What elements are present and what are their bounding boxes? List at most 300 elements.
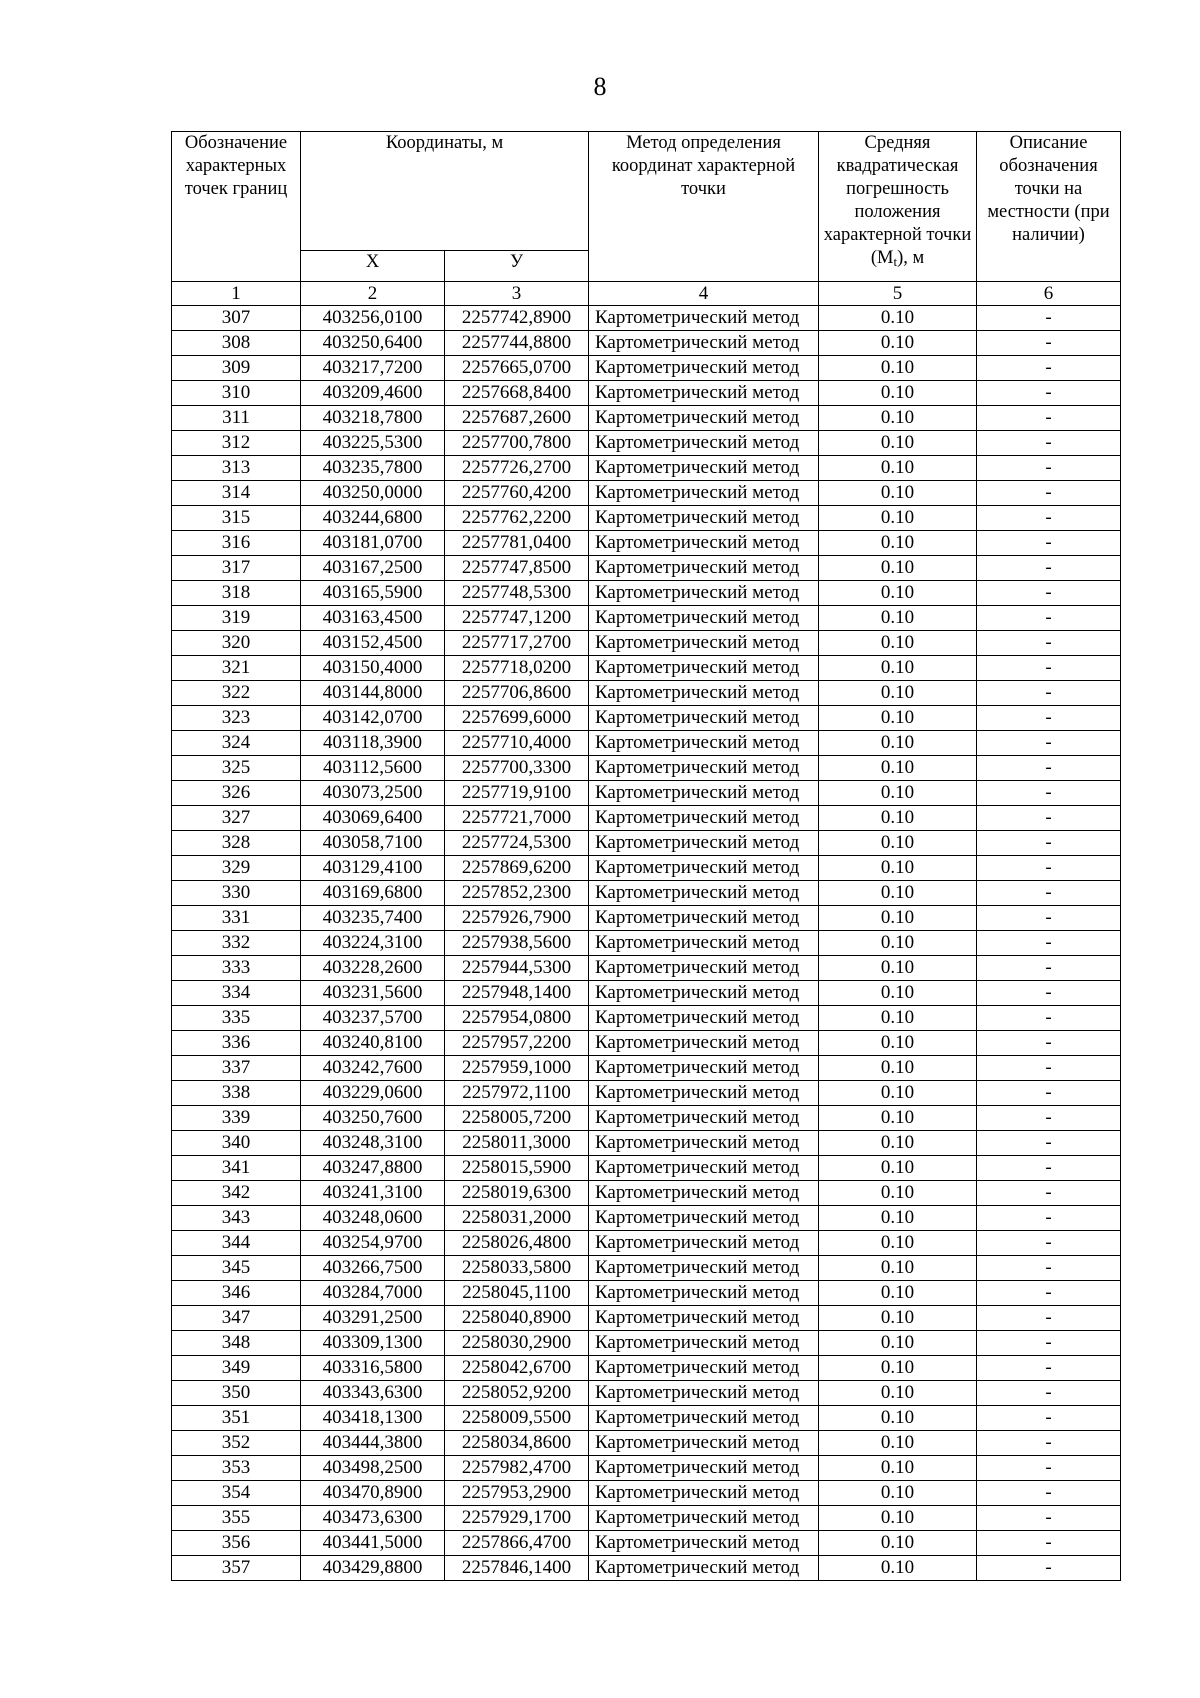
x-coordinate-cell: 403142,0700 xyxy=(301,706,445,731)
description-cell: - xyxy=(977,706,1121,731)
x-coordinate-cell: 403073,2500 xyxy=(301,781,445,806)
point-number-cell: 329 xyxy=(172,856,301,881)
error-cell: 0.10 xyxy=(819,1081,977,1106)
table-row xyxy=(172,1406,1121,1431)
point-number-cell: 314 xyxy=(172,481,301,506)
error-cell: 0.10 xyxy=(819,931,977,956)
table-row xyxy=(172,456,1121,481)
error-cell: 0.10 xyxy=(819,781,977,806)
table-body xyxy=(172,306,1121,1581)
table-row xyxy=(172,1531,1121,1556)
y-coordinate-cell: 2258011,3000 xyxy=(445,1131,589,1156)
y-coordinate-cell: 2257846,1400 xyxy=(445,1556,589,1581)
table-row xyxy=(172,531,1121,556)
table-row xyxy=(172,981,1121,1006)
table-row xyxy=(172,431,1121,456)
y-coordinate-cell: 2258019,6300 xyxy=(445,1181,589,1206)
description-cell: - xyxy=(977,856,1121,881)
error-cell: 0.10 xyxy=(819,1506,977,1531)
method-cell: Картометрический метод xyxy=(589,556,819,581)
description-cell: - xyxy=(977,1481,1121,1506)
description-cell: - xyxy=(977,581,1121,606)
error-cell: 0.10 xyxy=(819,1406,977,1431)
description-cell: - xyxy=(977,1181,1121,1206)
point-number-cell: 315 xyxy=(172,506,301,531)
x-coordinate-cell: 403237,5700 xyxy=(301,1006,445,1031)
point-number-cell: 327 xyxy=(172,806,301,831)
y-coordinate-cell: 2257762,2200 xyxy=(445,506,589,531)
table-row xyxy=(172,1056,1121,1081)
y-coordinate-cell: 2257744,8800 xyxy=(445,331,589,356)
y-coordinate-cell: 2258015,5900 xyxy=(445,1156,589,1181)
point-number-cell: 349 xyxy=(172,1356,301,1381)
method-cell: Картометрический метод xyxy=(589,531,819,556)
description-cell: - xyxy=(977,1556,1121,1581)
error-cell: 0.10 xyxy=(819,1056,977,1081)
method-cell: Картометрический метод xyxy=(589,1331,819,1356)
point-number-cell: 308 xyxy=(172,331,301,356)
coordinates-table xyxy=(171,131,1121,1581)
method-cell: Картометрический метод xyxy=(589,1481,819,1506)
method-cell: Картометрический метод xyxy=(589,431,819,456)
point-number-cell: 333 xyxy=(172,956,301,981)
error-cell: 0.10 xyxy=(819,556,977,581)
point-number-cell: 340 xyxy=(172,1131,301,1156)
method-cell: Картометрический метод xyxy=(589,1281,819,1306)
y-coordinate-cell: 2257699,6000 xyxy=(445,706,589,731)
description-cell: - xyxy=(977,431,1121,456)
header-error-sub: t xyxy=(893,254,898,269)
x-coordinate-cell: 403240,8100 xyxy=(301,1031,445,1056)
error-cell: 0.10 xyxy=(819,1381,977,1406)
point-number-cell: 348 xyxy=(172,1331,301,1356)
y-coordinate-cell: 2257957,2200 xyxy=(445,1031,589,1056)
description-cell: - xyxy=(977,931,1121,956)
table-row xyxy=(172,781,1121,806)
error-cell: 0.10 xyxy=(819,1456,977,1481)
point-number-cell: 352 xyxy=(172,1431,301,1456)
point-number-cell: 318 xyxy=(172,581,301,606)
x-coordinate-cell: 403470,8900 xyxy=(301,1481,445,1506)
method-cell: Картометрический метод xyxy=(589,1381,819,1406)
y-coordinate-cell: 2257954,0800 xyxy=(445,1006,589,1031)
error-cell: 0.10 xyxy=(819,1106,977,1131)
table-row xyxy=(172,806,1121,831)
method-cell: Картометрический метод xyxy=(589,406,819,431)
y-coordinate-cell: 2258030,2900 xyxy=(445,1331,589,1356)
error-cell: 0.10 xyxy=(819,306,977,331)
error-cell: 0.10 xyxy=(819,806,977,831)
point-number-cell: 309 xyxy=(172,356,301,381)
method-cell: Картометрический метод xyxy=(589,1131,819,1156)
table-row xyxy=(172,1306,1121,1331)
error-cell: 0.10 xyxy=(819,406,977,431)
x-coordinate-cell: 403244,6800 xyxy=(301,506,445,531)
x-coordinate-cell: 403444,3800 xyxy=(301,1431,445,1456)
error-cell: 0.10 xyxy=(819,1231,977,1256)
header-error-main: Средняя квадратическая погрешность положения характерной точки (M xyxy=(823,133,972,268)
error-cell: 0.10 xyxy=(819,1206,977,1231)
error-cell: 0.10 xyxy=(819,431,977,456)
column-number: 6 xyxy=(977,282,1121,306)
point-number-cell: 313 xyxy=(172,456,301,481)
method-cell: Картометрический метод xyxy=(589,581,819,606)
y-coordinate-cell: 2257700,3300 xyxy=(445,756,589,781)
table-row xyxy=(172,1181,1121,1206)
y-coordinate-cell: 2257781,0400 xyxy=(445,531,589,556)
y-coordinate-cell: 2258005,7200 xyxy=(445,1106,589,1131)
error-cell: 0.10 xyxy=(819,1431,977,1456)
column-number: 5 xyxy=(819,282,977,306)
description-cell: - xyxy=(977,381,1121,406)
error-cell: 0.10 xyxy=(819,456,977,481)
table-row xyxy=(172,1281,1121,1306)
x-coordinate-cell: 403291,2500 xyxy=(301,1306,445,1331)
column-number-row xyxy=(172,282,1121,306)
x-coordinate-cell: 403250,6400 xyxy=(301,331,445,356)
method-cell: Картометрический метод xyxy=(589,656,819,681)
y-coordinate-cell: 2257724,5300 xyxy=(445,831,589,856)
error-cell: 0.10 xyxy=(819,831,977,856)
description-cell: - xyxy=(977,881,1121,906)
error-cell: 0.10 xyxy=(819,1131,977,1156)
error-cell: 0.10 xyxy=(819,1356,977,1381)
x-coordinate-cell: 403217,7200 xyxy=(301,356,445,381)
description-cell: - xyxy=(977,1106,1121,1131)
description-cell: - xyxy=(977,331,1121,356)
table-row xyxy=(172,1456,1121,1481)
error-cell: 0.10 xyxy=(819,1531,977,1556)
error-cell: 0.10 xyxy=(819,756,977,781)
method-cell: Картометрический метод xyxy=(589,906,819,931)
method-cell: Картометрический метод xyxy=(589,306,819,331)
error-cell: 0.10 xyxy=(819,606,977,631)
table-row xyxy=(172,1256,1121,1281)
point-number-cell: 354 xyxy=(172,1481,301,1506)
column-number: 2 xyxy=(301,282,445,306)
y-coordinate-cell: 2258042,6700 xyxy=(445,1356,589,1381)
description-cell: - xyxy=(977,1431,1121,1456)
error-cell: 0.10 xyxy=(819,381,977,406)
y-coordinate-cell: 2257929,1700 xyxy=(445,1506,589,1531)
description-cell: - xyxy=(977,1456,1121,1481)
x-coordinate-cell: 403069,6400 xyxy=(301,806,445,831)
method-cell: Картометрический метод xyxy=(589,1506,819,1531)
header-error-tail: ), м xyxy=(897,248,925,268)
y-coordinate-cell: 2257972,1100 xyxy=(445,1081,589,1106)
y-coordinate-cell: 2257687,2600 xyxy=(445,406,589,431)
point-number-cell: 355 xyxy=(172,1506,301,1531)
table-row xyxy=(172,1331,1121,1356)
y-coordinate-cell: 2258031,2000 xyxy=(445,1206,589,1231)
method-cell: Картометрический метод xyxy=(589,1306,819,1331)
table-row xyxy=(172,1556,1121,1581)
error-cell: 0.10 xyxy=(819,906,977,931)
y-coordinate-cell: 2258009,5500 xyxy=(445,1406,589,1431)
error-cell: 0.10 xyxy=(819,1006,977,1031)
x-coordinate-cell: 403058,7100 xyxy=(301,831,445,856)
point-number-cell: 356 xyxy=(172,1531,301,1556)
x-coordinate-cell: 403118,3900 xyxy=(301,731,445,756)
table-row xyxy=(172,1231,1121,1256)
table-row xyxy=(172,931,1121,956)
method-cell: Картометрический метод xyxy=(589,456,819,481)
method-cell: Картометрический метод xyxy=(589,706,819,731)
table-row xyxy=(172,1031,1121,1056)
description-cell: - xyxy=(977,456,1121,481)
description-cell: - xyxy=(977,1531,1121,1556)
description-cell: - xyxy=(977,1381,1121,1406)
header-description: Описание обозначения точки на местности (при наличии) xyxy=(977,132,1121,282)
y-coordinate-cell: 2257760,4200 xyxy=(445,481,589,506)
description-cell: - xyxy=(977,1006,1121,1031)
point-number-cell: 344 xyxy=(172,1231,301,1256)
header-coordinates: Координаты, м xyxy=(301,132,589,251)
table-row xyxy=(172,631,1121,656)
error-cell: 0.10 xyxy=(819,981,977,1006)
point-number-cell: 345 xyxy=(172,1256,301,1281)
point-number-cell: 339 xyxy=(172,1106,301,1131)
header-x: Х xyxy=(301,251,445,282)
x-coordinate-cell: 403218,7800 xyxy=(301,406,445,431)
method-cell: Картометрический метод xyxy=(589,1406,819,1431)
x-coordinate-cell: 403254,9700 xyxy=(301,1231,445,1256)
y-coordinate-cell: 2257747,8500 xyxy=(445,556,589,581)
method-cell: Картометрический метод xyxy=(589,956,819,981)
table-row xyxy=(172,906,1121,931)
description-cell: - xyxy=(977,1206,1121,1231)
error-cell: 0.10 xyxy=(819,731,977,756)
error-cell: 0.10 xyxy=(819,1481,977,1506)
y-coordinate-cell: 2257717,2700 xyxy=(445,631,589,656)
x-coordinate-cell: 403225,5300 xyxy=(301,431,445,456)
x-coordinate-cell: 403343,6300 xyxy=(301,1381,445,1406)
error-cell: 0.10 xyxy=(819,1256,977,1281)
description-cell: - xyxy=(977,1131,1121,1156)
point-number-cell: 338 xyxy=(172,1081,301,1106)
y-coordinate-cell: 2258026,4800 xyxy=(445,1231,589,1256)
point-number-cell: 310 xyxy=(172,381,301,406)
table-row xyxy=(172,1381,1121,1406)
error-cell: 0.10 xyxy=(819,631,977,656)
y-coordinate-cell: 2258045,1100 xyxy=(445,1281,589,1306)
error-cell: 0.10 xyxy=(819,1156,977,1181)
description-cell: - xyxy=(977,306,1121,331)
x-coordinate-cell: 403418,1300 xyxy=(301,1406,445,1431)
point-number-cell: 331 xyxy=(172,906,301,931)
description-cell: - xyxy=(977,556,1121,581)
table-row xyxy=(172,331,1121,356)
page-number: 8 xyxy=(593,72,607,101)
description-cell: - xyxy=(977,1306,1121,1331)
x-coordinate-cell: 403169,6800 xyxy=(301,881,445,906)
point-number-cell: 357 xyxy=(172,1556,301,1581)
error-cell: 0.10 xyxy=(819,1331,977,1356)
method-cell: Картометрический метод xyxy=(589,831,819,856)
method-cell: Картометрический метод xyxy=(589,481,819,506)
point-number-cell: 330 xyxy=(172,881,301,906)
description-cell: - xyxy=(977,1331,1121,1356)
point-number-cell: 323 xyxy=(172,706,301,731)
method-cell: Картометрический метод xyxy=(589,756,819,781)
table-row xyxy=(172,481,1121,506)
table-row xyxy=(172,1006,1121,1031)
y-coordinate-cell: 2257926,7900 xyxy=(445,906,589,931)
y-coordinate-cell: 2257852,2300 xyxy=(445,881,589,906)
column-number: 1 xyxy=(172,282,301,306)
x-coordinate-cell: 403248,3100 xyxy=(301,1131,445,1156)
point-number-cell: 336 xyxy=(172,1031,301,1056)
table-row xyxy=(172,831,1121,856)
point-number-cell: 337 xyxy=(172,1056,301,1081)
y-coordinate-cell: 2257953,2900 xyxy=(445,1481,589,1506)
description-cell: - xyxy=(977,906,1121,931)
error-cell: 0.10 xyxy=(819,481,977,506)
y-coordinate-cell: 2257668,8400 xyxy=(445,381,589,406)
table-row xyxy=(172,1431,1121,1456)
description-cell: - xyxy=(977,1256,1121,1281)
y-coordinate-cell: 2257721,7000 xyxy=(445,806,589,831)
y-coordinate-cell: 2257718,0200 xyxy=(445,656,589,681)
method-cell: Картометрический метод xyxy=(589,731,819,756)
y-coordinate-cell: 2258040,8900 xyxy=(445,1306,589,1331)
error-cell: 0.10 xyxy=(819,706,977,731)
method-cell: Картометрический метод xyxy=(589,681,819,706)
error-cell: 0.10 xyxy=(819,1556,977,1581)
x-coordinate-cell: 403229,0600 xyxy=(301,1081,445,1106)
x-coordinate-cell: 403235,7400 xyxy=(301,906,445,931)
x-coordinate-cell: 403224,3100 xyxy=(301,931,445,956)
description-cell: - xyxy=(977,1156,1121,1181)
x-coordinate-cell: 403129,4100 xyxy=(301,856,445,881)
x-coordinate-cell: 403429,8800 xyxy=(301,1556,445,1581)
method-cell: Картометрический метод xyxy=(589,1531,819,1556)
description-cell: - xyxy=(977,956,1121,981)
y-coordinate-cell: 2258033,5800 xyxy=(445,1256,589,1281)
method-cell: Картометрический метод xyxy=(589,856,819,881)
description-cell: - xyxy=(977,1281,1121,1306)
table-row xyxy=(172,381,1121,406)
point-number-cell: 346 xyxy=(172,1281,301,1306)
method-cell: Картометрический метод xyxy=(589,1031,819,1056)
method-cell: Картометрический метод xyxy=(589,606,819,631)
method-cell: Картометрический метод xyxy=(589,931,819,956)
error-cell: 0.10 xyxy=(819,506,977,531)
description-cell: - xyxy=(977,731,1121,756)
method-cell: Картометрический метод xyxy=(589,506,819,531)
point-number-cell: 326 xyxy=(172,781,301,806)
x-coordinate-cell: 403231,5600 xyxy=(301,981,445,1006)
method-cell: Картометрический метод xyxy=(589,1431,819,1456)
x-coordinate-cell: 403152,4500 xyxy=(301,631,445,656)
x-coordinate-cell: 403250,0000 xyxy=(301,481,445,506)
y-coordinate-cell: 2257747,1200 xyxy=(445,606,589,631)
y-coordinate-cell: 2257742,8900 xyxy=(445,306,589,331)
y-coordinate-cell: 2257938,5600 xyxy=(445,931,589,956)
error-cell: 0.10 xyxy=(819,681,977,706)
point-number-cell: 317 xyxy=(172,556,301,581)
point-number-cell: 332 xyxy=(172,931,301,956)
table-row xyxy=(172,1356,1121,1381)
description-cell: - xyxy=(977,806,1121,831)
x-coordinate-cell: 403181,0700 xyxy=(301,531,445,556)
description-cell: - xyxy=(977,781,1121,806)
y-coordinate-cell: 2257866,4700 xyxy=(445,1531,589,1556)
point-number-cell: 351 xyxy=(172,1406,301,1431)
table-row xyxy=(172,1106,1121,1131)
y-coordinate-cell: 2258052,9200 xyxy=(445,1381,589,1406)
y-coordinate-cell: 2257869,6200 xyxy=(445,856,589,881)
header-point-designation: Обозначение характерных точек границ xyxy=(172,132,301,282)
point-number-cell: 307 xyxy=(172,306,301,331)
description-cell: - xyxy=(977,656,1121,681)
x-coordinate-cell: 403150,4000 xyxy=(301,656,445,681)
method-cell: Картометрический метод xyxy=(589,1056,819,1081)
y-coordinate-cell: 2257959,1000 xyxy=(445,1056,589,1081)
description-cell: - xyxy=(977,406,1121,431)
x-coordinate-cell: 403498,2500 xyxy=(301,1456,445,1481)
point-number-cell: 353 xyxy=(172,1456,301,1481)
x-coordinate-cell: 403241,3100 xyxy=(301,1181,445,1206)
x-coordinate-cell: 403316,5800 xyxy=(301,1356,445,1381)
table-row xyxy=(172,506,1121,531)
description-cell: - xyxy=(977,1031,1121,1056)
x-coordinate-cell: 403163,4500 xyxy=(301,606,445,631)
y-coordinate-cell: 2257706,8600 xyxy=(445,681,589,706)
x-coordinate-cell: 403235,7800 xyxy=(301,456,445,481)
error-cell: 0.10 xyxy=(819,881,977,906)
y-coordinate-cell: 2257710,4000 xyxy=(445,731,589,756)
header-error xyxy=(819,132,977,282)
method-cell: Картометрический метод xyxy=(589,806,819,831)
point-number-cell: 342 xyxy=(172,1181,301,1206)
table-row xyxy=(172,656,1121,681)
table-row xyxy=(172,681,1121,706)
table-row xyxy=(172,1206,1121,1231)
point-number-cell: 343 xyxy=(172,1206,301,1231)
x-coordinate-cell: 403441,5000 xyxy=(301,1531,445,1556)
point-number-cell: 341 xyxy=(172,1156,301,1181)
point-number-cell: 334 xyxy=(172,981,301,1006)
table-row xyxy=(172,306,1121,331)
x-coordinate-cell: 403165,5900 xyxy=(301,581,445,606)
description-cell: - xyxy=(977,506,1121,531)
table-row xyxy=(172,1156,1121,1181)
x-coordinate-cell: 403112,5600 xyxy=(301,756,445,781)
error-cell: 0.10 xyxy=(819,656,977,681)
error-cell: 0.10 xyxy=(819,331,977,356)
description-cell: - xyxy=(977,981,1121,1006)
table-row xyxy=(172,1131,1121,1156)
point-number-cell: 319 xyxy=(172,606,301,631)
table-row xyxy=(172,731,1121,756)
error-cell: 0.10 xyxy=(819,1031,977,1056)
method-cell: Картометрический метод xyxy=(589,981,819,1006)
description-cell: - xyxy=(977,1406,1121,1431)
error-cell: 0.10 xyxy=(819,531,977,556)
description-cell: - xyxy=(977,1081,1121,1106)
description-cell: - xyxy=(977,756,1121,781)
point-number-cell: 335 xyxy=(172,1006,301,1031)
x-coordinate-cell: 403167,2500 xyxy=(301,556,445,581)
description-cell: - xyxy=(977,531,1121,556)
method-cell: Картометрический метод xyxy=(589,1256,819,1281)
column-number: 3 xyxy=(445,282,589,306)
table-row xyxy=(172,606,1121,631)
header-y: У xyxy=(445,251,589,282)
column-number: 4 xyxy=(589,282,819,306)
x-coordinate-cell: 403266,7500 xyxy=(301,1256,445,1281)
